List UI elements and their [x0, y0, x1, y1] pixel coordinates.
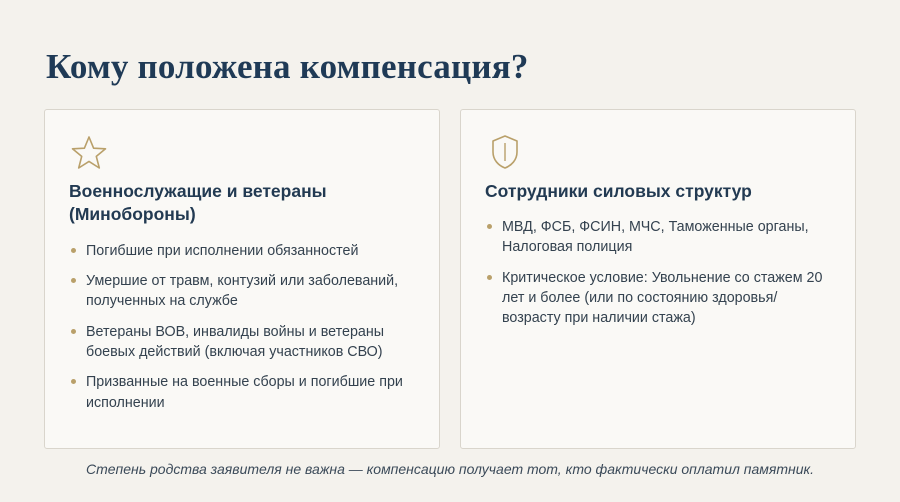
card-bullet-list: [69, 241, 415, 413]
list-item: Критическое условие: Увольнение со стажем 20 лет и более (или по состоянию здоровья/возрасту при наличии стажа): [485, 268, 831, 329]
list-item: Ветераны ВОВ, инвалиды войны и ветераны боевых действий (включая участников СВО): [69, 322, 415, 363]
list-item: Умершие от травм, контузий или заболеваний, полученных на службе: [69, 271, 415, 312]
card-military: [44, 109, 440, 449]
card-law-enforcement: [460, 109, 856, 449]
card-bullet-list: [485, 217, 831, 328]
cards-container: [44, 109, 856, 449]
list-item: Погибшие при исполнении обязанностей: [69, 241, 415, 261]
card-title: Сотрудники силовых структур: [485, 180, 752, 201]
shield-icon: [485, 132, 831, 174]
card-title: Военнослужащие и ветераны (Минобороны): [69, 180, 327, 225]
page-title: Кому положена компенсация?: [46, 47, 529, 86]
footnote: Степень родства заявителя не важна — компенсацию получает тот, кто фактически оплатил памятник.: [86, 461, 814, 478]
star-icon: [69, 132, 415, 174]
list-item: Призванные на военные сборы и погибшие при исполнении: [69, 372, 415, 413]
list-item: МВД, ФСБ, ФСИН, МЧС, Таможенные органы, Налоговая полиция: [485, 217, 831, 258]
